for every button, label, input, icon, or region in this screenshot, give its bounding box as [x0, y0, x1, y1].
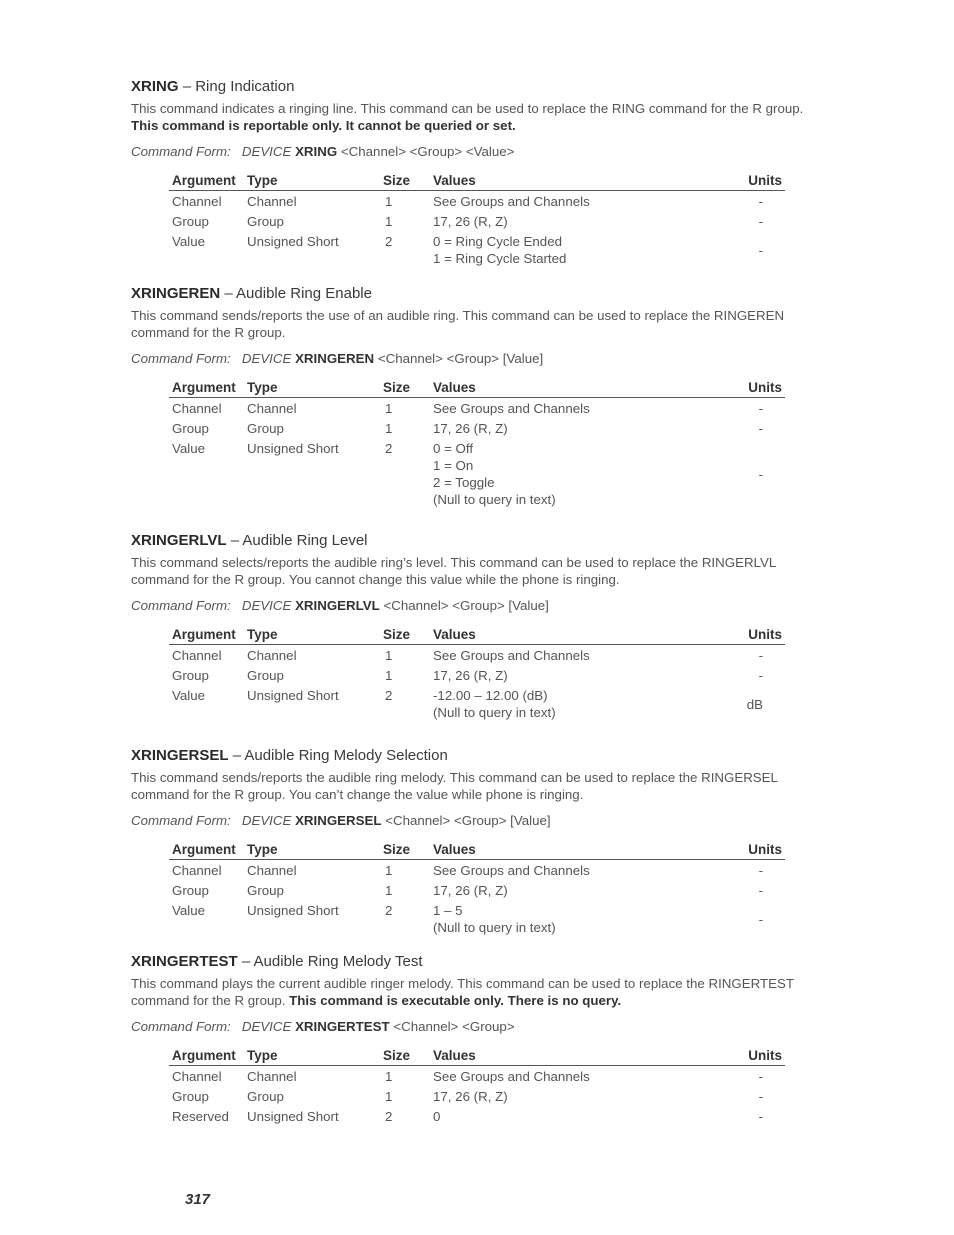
cell-type: Channel	[247, 1069, 297, 1084]
cell-units: -	[758, 911, 763, 927]
table-row	[169, 1106, 785, 1126]
header-units: Units	[719, 627, 785, 645]
header-size: Size	[380, 627, 430, 645]
table-header-row	[169, 842, 785, 860]
cell-type: Group	[247, 668, 284, 683]
table-row	[169, 880, 785, 900]
header-values: Values	[430, 842, 719, 860]
argument-table	[169, 627, 785, 722]
cell-units: -	[758, 466, 763, 482]
cell-values	[430, 880, 719, 900]
command-section-xringertest	[131, 953, 821, 1126]
command-name: XRING	[131, 78, 179, 95]
value-line: See Groups and Channels	[433, 1069, 590, 1084]
table-header-row	[169, 173, 785, 191]
table-row	[169, 231, 785, 268]
cell-argument: Channel	[172, 194, 222, 209]
argument-table	[169, 842, 785, 937]
cell-type: Channel	[247, 194, 297, 209]
section-title	[131, 747, 821, 765]
table-row	[169, 418, 785, 438]
cell-type: Channel	[247, 863, 297, 878]
cell-argument: Channel	[172, 401, 222, 416]
header-size: Size	[380, 173, 430, 191]
command-form-label: Command Form:	[131, 144, 231, 159]
cell-units: -	[758, 401, 763, 416]
page-number: 317	[185, 1191, 211, 1208]
cell-values	[430, 231, 719, 268]
cell-values	[430, 211, 719, 231]
description-note: This command is executable only. There is no query.	[289, 993, 622, 1008]
value-line: 2 = Toggle	[433, 475, 495, 490]
table-row	[169, 860, 785, 881]
command-subtitle: – Audible Ring Enable	[224, 285, 372, 302]
table-row	[169, 191, 785, 212]
description-text: This command selects/reports the audible ring’s level. This command can be used to replace the RINGERLVL command for the R group. You cannot change this value while the phone is ringing.	[131, 555, 776, 587]
cell-units: -	[758, 648, 763, 663]
argument-table	[169, 1048, 785, 1126]
value-line: 17, 26 (R, Z)	[433, 421, 508, 436]
header-values: Values	[430, 173, 719, 191]
cell-values	[430, 1106, 719, 1126]
cell-argument: Channel	[172, 1069, 222, 1084]
cell-argument: Group	[172, 883, 209, 898]
table-row	[169, 398, 785, 419]
command-name: XRINGERTEST	[131, 953, 238, 970]
table-row	[169, 900, 785, 937]
description-text: This command indicates a ringing line. This command can be used to replace the RING command for the R group.	[131, 101, 804, 116]
argument-table	[169, 173, 785, 268]
cell-type: Unsigned Short	[247, 1109, 339, 1124]
header-argument: Argument	[169, 173, 244, 191]
value-line: See Groups and Channels	[433, 194, 590, 209]
cell-type: Group	[247, 883, 284, 898]
header-argument: Argument	[169, 842, 244, 860]
cell-units: -	[758, 668, 763, 683]
header-type: Type	[244, 1048, 380, 1066]
command-description	[131, 307, 821, 341]
command-subtitle: – Audible Ring Level	[230, 532, 368, 549]
section-title	[131, 532, 821, 550]
section-title	[131, 285, 821, 303]
command-form-args: <Channel> <Group>	[393, 1019, 515, 1034]
value-line: -12.00 – 12.00 (dB)	[433, 688, 548, 703]
value-line: See Groups and Channels	[433, 863, 590, 878]
cell-type: Channel	[247, 401, 297, 416]
value-line: 17, 26 (R, Z)	[433, 214, 508, 229]
cell-values	[430, 398, 719, 419]
argument-table	[169, 380, 785, 509]
command-description	[131, 554, 821, 588]
header-type: Type	[244, 380, 380, 398]
command-form	[131, 143, 821, 160]
cell-values	[430, 860, 719, 881]
table-row	[169, 211, 785, 231]
command-section-xring	[131, 78, 821, 268]
cell-values	[430, 191, 719, 212]
cell-size: 2	[385, 441, 393, 456]
command-form	[131, 350, 821, 367]
command-form-args: <Channel> <Group> [Value]	[385, 813, 551, 828]
cell-size: 1	[385, 648, 393, 663]
value-line: 1 = Ring Cycle Started	[433, 251, 567, 266]
cell-argument: Group	[172, 214, 209, 229]
cell-size: 1	[385, 401, 393, 416]
command-form-label: Command Form:	[131, 1019, 231, 1034]
value-line: 1 – 5	[433, 903, 463, 918]
value-line: 17, 26 (R, Z)	[433, 883, 508, 898]
command-section-xringeren	[131, 285, 821, 509]
value-line: 1 = On	[433, 458, 474, 473]
command-description	[131, 769, 821, 803]
value-line: See Groups and Channels	[433, 401, 590, 416]
command-form-name: XRINGERLVL	[295, 598, 380, 613]
cell-size: 1	[385, 883, 393, 898]
cell-units: -	[758, 214, 763, 229]
command-description	[131, 975, 821, 1009]
cell-values	[430, 685, 719, 722]
cell-values	[430, 418, 719, 438]
cell-argument: Value	[172, 234, 206, 249]
header-units: Units	[719, 380, 785, 398]
cell-size: 1	[385, 1069, 393, 1084]
cell-units: -	[758, 194, 763, 209]
command-subtitle: – Audible Ring Melody Test	[241, 953, 423, 970]
header-type: Type	[244, 173, 380, 191]
command-form	[131, 812, 821, 829]
header-argument: Argument	[169, 627, 244, 645]
table-row	[169, 665, 785, 685]
table-header-row	[169, 380, 785, 398]
header-values: Values	[430, 380, 719, 398]
cell-type: Unsigned Short	[247, 688, 339, 703]
command-form-args: <Channel> <Group> [Value]	[383, 598, 549, 613]
cell-size: 1	[385, 863, 393, 878]
value-line: 17, 26 (R, Z)	[433, 1089, 508, 1104]
header-argument: Argument	[169, 1048, 244, 1066]
cell-argument: Value	[172, 688, 206, 703]
description-note: This command is reportable only. It cannot be queried or set.	[131, 118, 516, 133]
command-subtitle: – Audible Ring Melody Selection	[232, 747, 448, 764]
command-name: XRINGERLVL	[131, 532, 227, 549]
header-type: Type	[244, 842, 380, 860]
cell-values	[430, 900, 719, 937]
value-line: (Null to query in text)	[433, 920, 556, 935]
command-form-name: XRINGERTEST	[295, 1019, 390, 1034]
cell-units: -	[758, 883, 763, 898]
command-form-device: DEVICE	[241, 351, 292, 366]
table-row	[169, 438, 785, 509]
command-form-name: XRINGERSEL	[295, 813, 382, 828]
command-name: XRINGERSEL	[131, 747, 229, 764]
value-line: (Null to query in text)	[433, 492, 556, 507]
cell-type: Channel	[247, 648, 297, 663]
cell-units: -	[758, 421, 763, 436]
cell-argument: Group	[172, 421, 209, 436]
table-header-row	[169, 1048, 785, 1066]
table-row	[169, 1066, 785, 1087]
command-form-label: Command Form:	[131, 598, 231, 613]
cell-size: 1	[385, 668, 393, 683]
cell-size: 1	[385, 1089, 393, 1104]
command-section-xringerlvl	[131, 532, 821, 722]
cell-values	[430, 665, 719, 685]
cell-units: -	[758, 242, 763, 258]
command-form-device: DEVICE	[241, 1019, 292, 1034]
value-line: See Groups and Channels	[433, 648, 590, 663]
cell-size: 1	[385, 421, 393, 436]
cell-size: 2	[385, 903, 393, 918]
cell-values	[430, 645, 719, 666]
header-values: Values	[430, 1048, 719, 1066]
cell-units: -	[758, 863, 763, 878]
header-size: Size	[380, 380, 430, 398]
command-form-args: <Channel> <Group> [Value]	[377, 351, 544, 366]
cell-values	[430, 1086, 719, 1106]
command-description	[131, 100, 821, 134]
cell-size: 1	[385, 194, 393, 209]
description-text: This command sends/reports the use of an audible ring. This command can be used to replace the RINGEREN command for the R group.	[131, 308, 785, 340]
command-subtitle: – Ring Indication	[182, 78, 295, 95]
header-size: Size	[380, 842, 430, 860]
description-text: This command plays the current audible ringer melody. This command can be used to replace the RINGERTEST command for the R group.	[131, 976, 794, 1008]
command-form-label: Command Form:	[131, 351, 231, 366]
command-form-name: XRINGEREN	[295, 351, 375, 366]
command-form-device: DEVICE	[241, 144, 292, 159]
cell-type: Group	[247, 421, 284, 436]
description-text: This command sends/reports the audible ring melody. This command can be used to replace the RINGERSEL command for the R group. You can’t change the value while phone is ringing.	[131, 770, 778, 802]
value-line: (Null to query in text)	[433, 705, 556, 720]
cell-type: Unsigned Short	[247, 441, 339, 456]
cell-argument: Channel	[172, 863, 222, 878]
table-row	[169, 645, 785, 666]
header-units: Units	[719, 173, 785, 191]
cell-type: Unsigned Short	[247, 903, 339, 918]
command-form-device: DEVICE	[241, 598, 292, 613]
command-form-label: Command Form:	[131, 813, 231, 828]
section-title	[131, 78, 821, 96]
cell-type: Group	[247, 1089, 284, 1104]
value-line: 0 = Ring Cycle Ended	[433, 234, 562, 249]
value-line: 17, 26 (R, Z)	[433, 668, 508, 683]
cell-type: Unsigned Short	[247, 234, 339, 249]
header-type: Type	[244, 627, 380, 645]
command-name: XRINGEREN	[131, 285, 221, 302]
command-form	[131, 597, 821, 614]
header-units: Units	[719, 1048, 785, 1066]
value-line: 0 = Off	[433, 441, 474, 456]
cell-argument: Reserved	[172, 1109, 229, 1124]
cell-values	[430, 438, 719, 509]
cell-units: -	[758, 1089, 763, 1104]
header-values: Values	[430, 627, 719, 645]
cell-size: 2	[385, 1109, 393, 1124]
cell-size: 1	[385, 214, 393, 229]
header-size: Size	[380, 1048, 430, 1066]
cell-argument: Group	[172, 1089, 209, 1104]
command-section-xringersel	[131, 747, 821, 937]
table-row	[169, 1086, 785, 1106]
table-row	[169, 685, 785, 722]
command-form	[131, 1018, 821, 1035]
cell-type: Group	[247, 214, 284, 229]
cell-size: 2	[385, 234, 393, 249]
header-units: Units	[719, 842, 785, 860]
cell-size: 2	[385, 688, 393, 703]
table-header-row	[169, 627, 785, 645]
cell-argument: Channel	[172, 648, 222, 663]
cell-argument: Value	[172, 441, 206, 456]
header-argument: Argument	[169, 380, 244, 398]
cell-units: -	[758, 1069, 763, 1084]
cell-units: dB	[746, 696, 763, 712]
cell-argument: Group	[172, 668, 209, 683]
cell-argument: Value	[172, 903, 206, 918]
command-form-name: XRING	[295, 144, 338, 159]
value-line: 0	[433, 1109, 441, 1124]
cell-values	[430, 1066, 719, 1087]
section-title	[131, 953, 821, 971]
cell-units: -	[758, 1109, 763, 1124]
command-form-args: <Channel> <Group> <Value>	[340, 144, 515, 159]
command-form-device: DEVICE	[241, 813, 292, 828]
